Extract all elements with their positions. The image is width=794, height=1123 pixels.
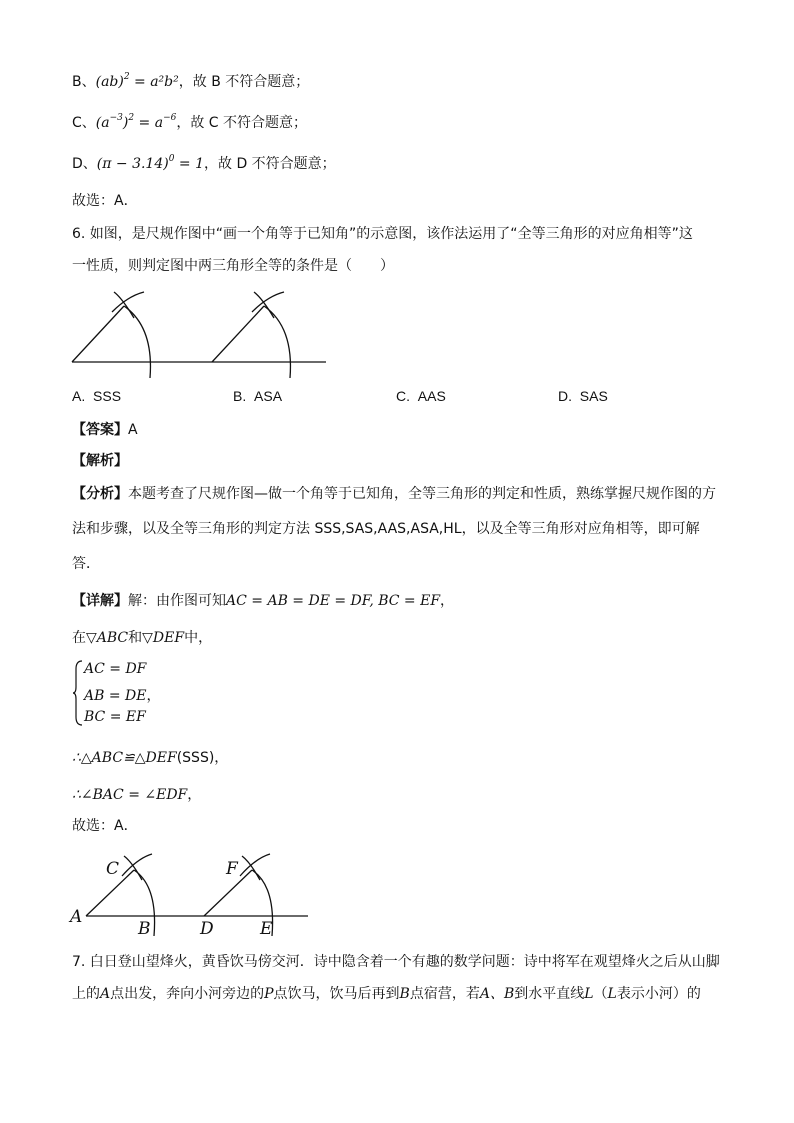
option-c-solution: C、$(a^{-3})^2 = a^{-6}$，故 C 不符合题意； [72,113,308,131]
option-d[interactable]: D. SAS [558,388,608,404]
system-eq-2: AB = DE， [84,688,161,704]
q6-figure [68,282,330,382]
system-eq-3: BC = EF [84,709,146,725]
option-c[interactable]: C. AAS [396,388,446,404]
q6-labeled-figure [68,842,312,938]
option-d-solution: D、$(\pi - 3.14)^0 = 1$，故 D 不符合题意； [72,154,336,172]
q6-stem-2: 一性质，则判定图中两三角形全等的条件是（ ） [72,258,394,274]
therefore-1: ∴△ABC≌△DEF(SSS)， [72,750,229,766]
therefore-2: ∴∠BAC = ∠EDF， [72,787,202,803]
option-b[interactable]: B. ASA [233,388,283,404]
detail-1: 【详解】解：由作图可知AC = AB = DE = DF, BC = EF， [72,593,455,609]
fig-label-a: A [70,907,83,927]
system-brace [72,659,84,727]
q6-stem-1: 6. 如图，是尺规作图中“画一个角等于已知角”的示意图，该作法运用了“全等三角形的对应角相等”这 [72,226,693,242]
choose-a-line: 故选：A． [72,193,138,209]
q7-stem-2: 上的A点出发，奔向小河旁边的P点饮马，饮马后再到B点宿营，若A、B到水平直线L（L表示小河）的 [72,986,701,1002]
fig-label-c: C [106,859,120,879]
fenxi-3: 答． [72,556,100,572]
answer-line: 【答案】A [72,422,138,438]
system-eq-1: AC = DF [84,661,147,677]
fig-label-e: E [260,919,273,938]
fenxi-2: 法和步骤，以及全等三角形的判定方法 SSS,SAS,AAS,ASA,HL，以及全等三角形对应角相等，即可解 [72,521,700,537]
fig-label-f: F [226,859,238,879]
fig-label-b: B [138,919,151,938]
detail-2: 在▽ABC和▽DEF中， [72,630,213,646]
option-a[interactable]: A. SSS [72,388,122,404]
option-b-solution: B、(ab)$^2$ = a²b²，故 B 不符合题意； [72,72,310,90]
analysis-heading: 【解析】 [72,453,128,469]
choose-line: 故选：A． [72,818,138,834]
fig-label-d: D [200,919,214,938]
q7-stem-1: 7. 白日登山望烽火，黄昏饮马傍交河．诗中隐含着一个有趣的数学问题：诗中将军在观望烽火之后从山脚 [72,954,720,970]
fenxi-1: 【分析】本题考查了尺规作图—做一个角等于已知角，全等三角形的判定和性质，熟练掌握尺规作图的方 [72,486,716,502]
